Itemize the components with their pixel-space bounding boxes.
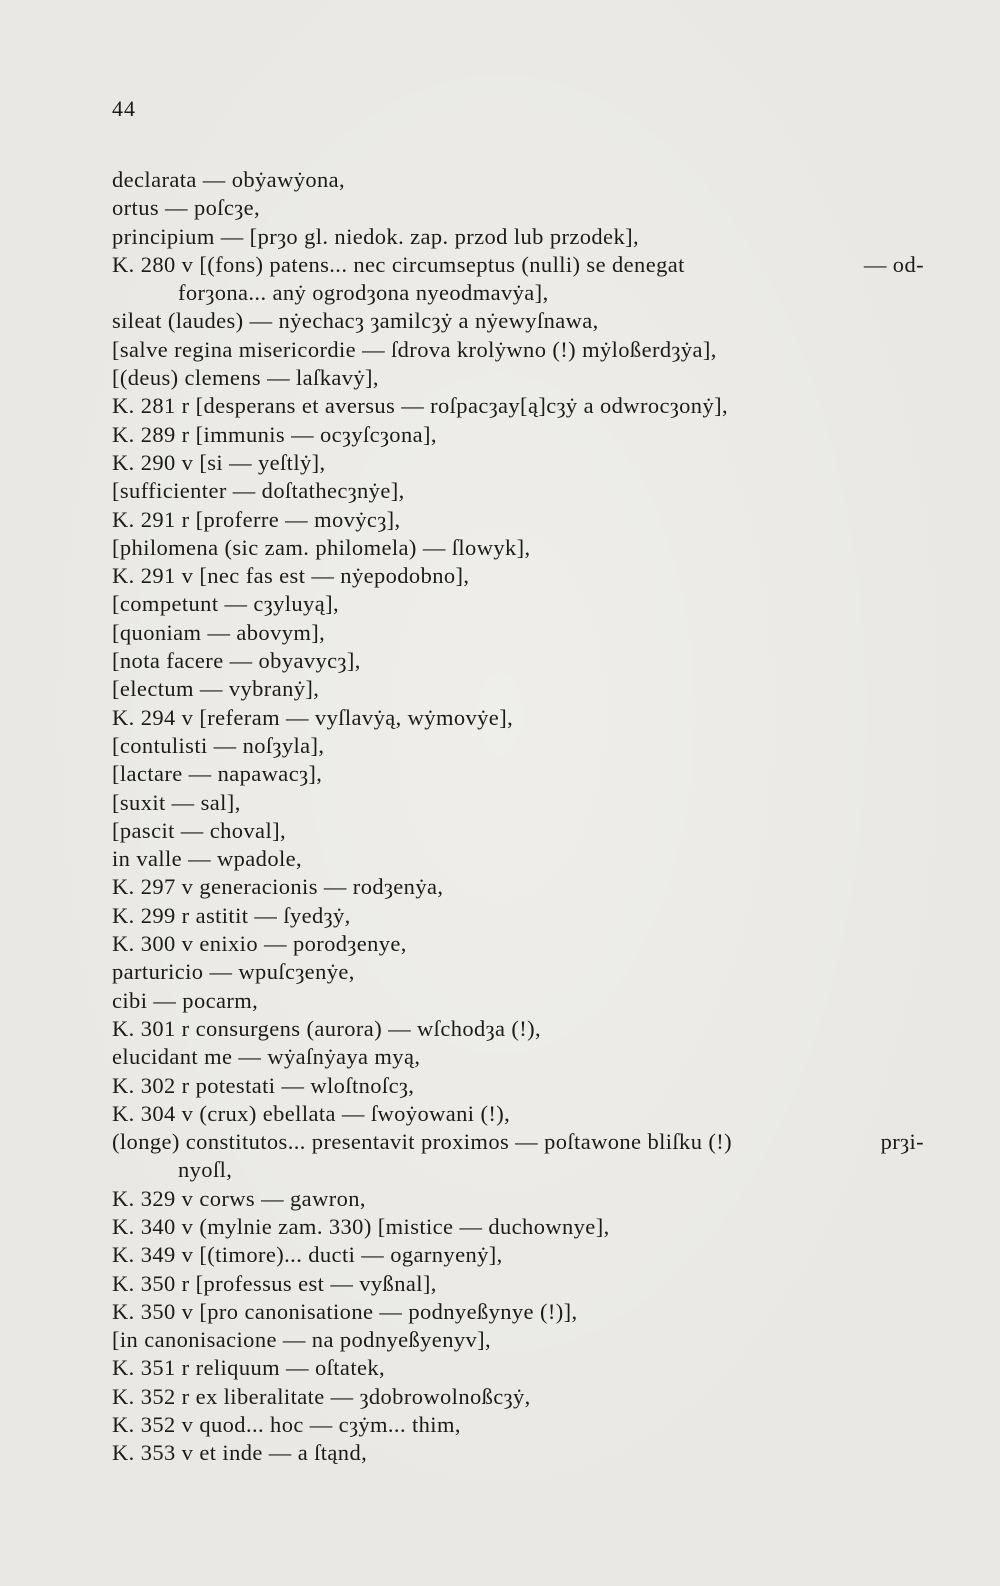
entry-line: K. 294 v [referam — vyſlavẏą, wẏmovẏe], — [112, 704, 514, 730]
entry-line: K. 340 v (mylnie zam. 330) [mistice — duchownye], — [112, 1213, 610, 1239]
entry-line: K. 299 r astitit — ſyedȝẏ, — [112, 902, 351, 928]
glossary-entries — [112, 166, 932, 1468]
entry-line: K. 301 r consurgens (aurora) — wſchodȝa (!), — [112, 1015, 542, 1041]
entry-line: K. 352 r ex liberalitate — ȝdobrowolnoßcȝẏ, — [112, 1383, 531, 1409]
entry-line: K. 352 v quod... hoc — cȝẏm... thim, — [112, 1412, 461, 1438]
entry-line: parturicio — wpuſcȝenẏe, — [112, 959, 355, 985]
entry-line: [quoniam — abovym], — [112, 619, 326, 645]
entry-line: K. 304 v (crux) ebellata — ſwoẏowani (!), — [112, 1100, 511, 1126]
entry-text: K. 280 v [(fons) patens... nec circumseptus (nulli) se denegat — [112, 251, 685, 277]
entry-line: [in canonisacione — na podnyeßyenyv], — [112, 1327, 492, 1353]
entry-line: [nota facere — obyavycȝ], — [112, 648, 361, 674]
entry-line: [suxit — sal], — [112, 789, 241, 815]
hyphenated-continuation: prȝi- — [880, 1129, 924, 1155]
entry-line: ortus — poſcȝe, — [112, 195, 260, 221]
entry-line: K. 291 r [proferre — movẏcȝ], — [112, 506, 401, 532]
entry-line: declarata — obẏawẏona, — [112, 167, 346, 192]
entry-line: [contulisti — noſȝyla], — [112, 732, 325, 758]
entry-line — [112, 251, 924, 279]
entry-line: K. 329 v corws — gawron, — [112, 1185, 366, 1211]
entry-line: forȝona... anẏ ogrodȝona nyeodmavẏa], — [178, 280, 549, 306]
entry-line: [philomena (sic zam. philomela) — ſlowyk], — [112, 534, 531, 560]
entry-line: cibi — pocarm, — [112, 987, 259, 1013]
entry-line — [112, 1128, 924, 1156]
entry-line: [salve regina misericordie — ſdrova krolẏwno (!) mẏloßerdȝẏa], — [112, 336, 717, 362]
entry-line: elucidant me — wẏaſnẏaya myą, — [112, 1044, 421, 1070]
entry-line: K. 281 r [desperans et aversus — roſpacȝay[ą]cȝẏ a odwrocȝonẏ], — [112, 393, 729, 419]
entry-line: [sufficienter — doſtathecȝnẏe], — [112, 478, 405, 504]
entry-line: [electum — vybranẏ], — [112, 676, 320, 702]
entry-line: [competunt — cȝyluyą], — [112, 591, 339, 617]
entry-line: K. 289 r [immunis — ocȝyſcȝona], — [112, 421, 437, 447]
entry-text: (longe) constitutos... presentavit proximos — poſtawone bliſku (!) — [112, 1129, 733, 1155]
entry-line: in valle — wpadole, — [112, 846, 303, 872]
entry-line: K. 349 v [(timore)... ducti — ogarnyenẏ], — [112, 1242, 503, 1268]
entry-line: principium — [prȝo gl. niedok. zap. przod lub przodek], — [112, 223, 640, 249]
entry-line: K. 351 r reliquum — oſtatek, — [112, 1355, 386, 1381]
entry-line: K. 353 v et inde — a ſtąnd, — [112, 1440, 368, 1466]
entry-line: [lactare — napawacȝ], — [112, 761, 323, 787]
entry-line: K. 350 r [professus est — vyßnal], — [112, 1270, 437, 1296]
entry-line: K. 300 v enixio — porodȝenye, — [112, 931, 407, 957]
entry-line: K. 297 v generacionis — rodȝenẏa, — [112, 874, 444, 900]
entry-line: K. 302 r potestati — wloſtnoſcȝ, — [112, 1072, 415, 1098]
entry-line: K. 291 v [nec fas est — nẏepodobno], — [112, 563, 470, 589]
entry-line: K. 290 v [si — yeſtlẏ], — [112, 449, 326, 475]
entry-line: nyoſl, — [178, 1157, 233, 1183]
entry-line: [pascit — choval], — [112, 817, 287, 843]
entry-line: K. 350 v [pro canonisatione — podnyeßynye (!)], — [112, 1298, 578, 1324]
entry-line: sileat (laudes) — nẏechacȝ ȝamilcȝẏ a nẏewyſnawa, — [112, 308, 599, 334]
page-number: 44 — [112, 96, 136, 121]
hyphenated-continuation: — od- — [863, 251, 924, 277]
entry-line: [(deus) clemens — laſkavẏ], — [112, 365, 379, 391]
